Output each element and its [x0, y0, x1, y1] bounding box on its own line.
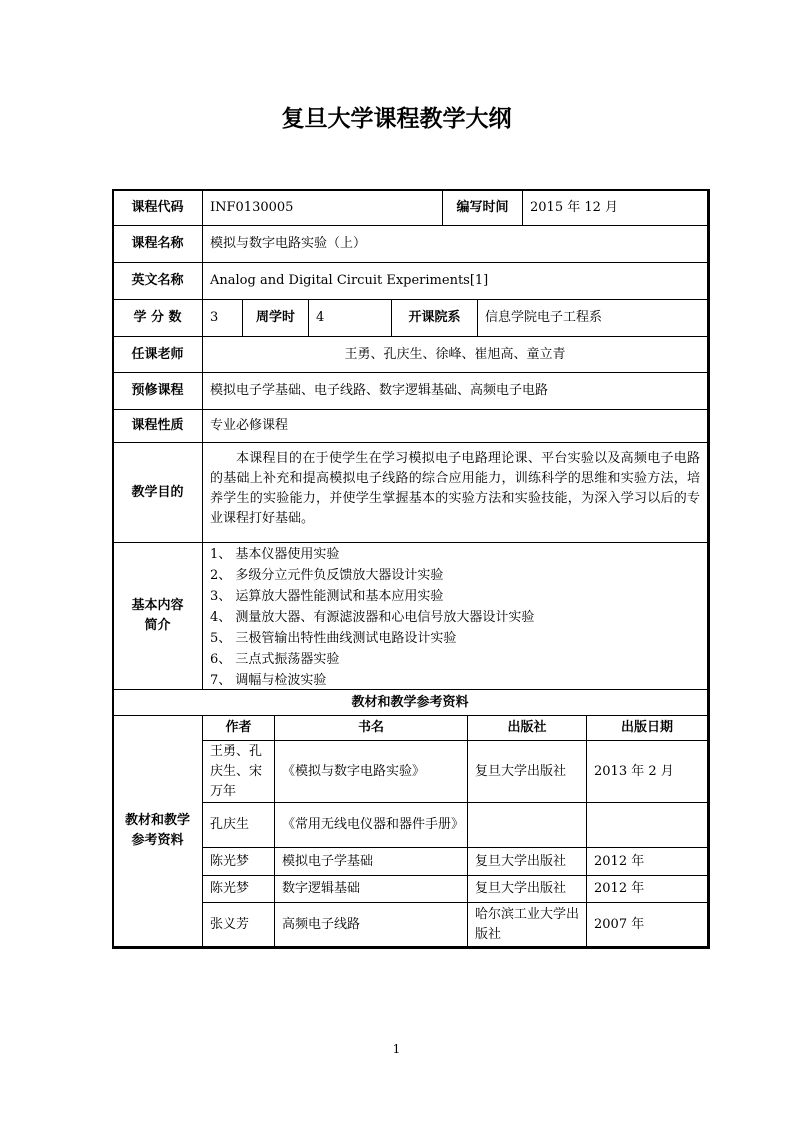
label-prerequisites: 预修课程	[112, 372, 203, 410]
content-item: 2、 多级分立元件负反馈放大器设计实验	[210, 568, 444, 583]
label-department: 开课院系	[391, 299, 478, 337]
content-item: 6、 三点式振荡器实验	[210, 652, 340, 667]
label-course-code: 课程代码	[112, 189, 203, 226]
refs-section-heading: 教材和教学参考资料	[112, 689, 708, 716]
page-number: 1	[392, 1042, 401, 1056]
label-course-nature: 课程性质	[112, 409, 203, 443]
ref-date: 2013 年 2 月	[586, 740, 708, 803]
refs-header-date: 出版日期	[586, 715, 708, 741]
ref-publisher: 复旦大学出版社	[467, 875, 587, 903]
ref-title: 高频电子线路	[274, 902, 468, 947]
content-list	[202, 542, 708, 690]
value-department: 信息学院电子工程系	[477, 299, 708, 337]
ref-publisher: 复旦大学出版社	[467, 740, 587, 803]
content-item: 3、 运算放大器性能测试和基本应用实验	[210, 589, 444, 604]
ref-publisher: 哈尔滨工业大学出版社	[467, 902, 587, 947]
ref-author: 陈光梦	[202, 875, 275, 903]
label-teachers: 任课老师	[112, 336, 203, 373]
label-english-name: 英文名称	[112, 262, 203, 300]
value-weekly-hours: 4	[308, 299, 392, 337]
label-content-intro: 基本内容简介	[112, 542, 203, 690]
ref-date: 2012 年	[586, 875, 708, 903]
ref-author: 陈光梦	[202, 847, 275, 876]
page-title: 复旦大学课程教学大纲	[281, 106, 512, 132]
value-teachers: 王勇、孔庆生、徐峰、崔旭高、童立青	[202, 336, 708, 373]
value-prerequisites: 模拟电子学基础、电子线路、数字逻辑基础、高频电子电路	[202, 372, 708, 410]
ref-author: 王勇、孔庆生、宋万年	[202, 740, 275, 803]
ref-publisher	[467, 802, 587, 848]
value-written-date: 2015 年 12 月	[522, 189, 708, 226]
value-course-nature: 专业必修课程	[202, 409, 708, 443]
value-english-name: Analog and Digital Circuit Experiments[1]	[202, 262, 708, 300]
value-course-code: INF0130005	[202, 189, 443, 226]
label-weekly-hours: 周学时	[242, 299, 309, 337]
label-course-name: 课程名称	[112, 225, 203, 263]
ref-title: 《常用无线电仪器和器件手册》	[274, 802, 468, 848]
value-teaching-goal: 本课程目的在于使学生在学习模拟电子电路理论课、平台实验以及高频电子电路的基础上补充和提高模拟电子线路的综合应用能力，训练科学的思维和实验方法，培养学生的实验能力，并使学生掌握基本的实验方法和实验技能，为深入学习以后的专业课程打好基础。	[202, 442, 708, 543]
label-teaching-goal: 教学目的	[112, 442, 203, 543]
ref-author: 张义芳	[202, 902, 275, 947]
ref-publisher: 复旦大学出版社	[467, 847, 587, 876]
ref-date: 2012 年	[586, 847, 708, 876]
content-item: 7、 调幅与检波实验	[210, 673, 327, 688]
ref-date	[586, 802, 708, 848]
refs-header-title: 书名	[274, 715, 468, 741]
refs-header-publisher: 出版社	[467, 715, 587, 741]
content-item: 1、 基本仪器使用实验	[210, 547, 340, 562]
label-written-date: 编写时间	[442, 189, 523, 226]
ref-title: 《模拟与数字电路实验》	[274, 740, 468, 803]
refs-header-author: 作者	[202, 715, 275, 741]
ref-title: 模拟电子学基础	[274, 847, 468, 876]
label-references: 教材和教学参考资料	[112, 715, 203, 947]
content-item: 4、 测量放大器、有源滤波器和心电信号放大器设计实验	[210, 610, 535, 625]
content-item: 5、 三极管输出特性曲线测试电路设计实验	[210, 631, 457, 646]
ref-author: 孔庆生	[202, 802, 275, 848]
value-credits: 3	[202, 299, 243, 337]
ref-date: 2007 年	[586, 902, 708, 947]
ref-title: 数字逻辑基础	[274, 875, 468, 903]
value-course-name: 模拟与数字电路实验（上）	[202, 225, 708, 263]
label-credits: 学 分 数	[112, 299, 203, 337]
